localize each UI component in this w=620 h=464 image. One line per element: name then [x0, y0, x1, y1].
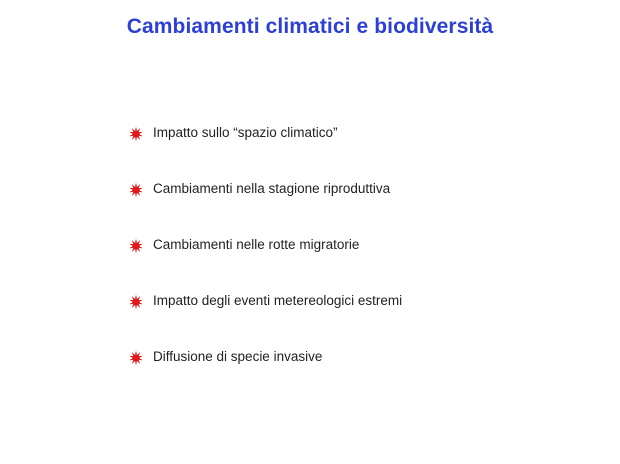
- asterisk-star-icon: [127, 237, 145, 255]
- asterisk-star-icon: [127, 181, 145, 199]
- bullet-text: Impatto degli eventi metereologici estremi: [153, 293, 403, 308]
- bullet-text: Diffusione di specie invasive: [153, 349, 323, 364]
- bullet-text: Cambiamenti nelle rotte migratorie: [153, 237, 360, 252]
- asterisk-star-icon: [127, 349, 145, 367]
- slide-title: Cambiamenti climatici e biodiversità: [126, 15, 494, 38]
- bullet-text: Cambiamenti nella stagione riproduttiva: [153, 181, 391, 196]
- bullet-item: [127, 346, 402, 402]
- asterisk-star-icon: [127, 293, 145, 311]
- bullet-item: [127, 178, 402, 234]
- asterisk-star-icon: [127, 125, 145, 143]
- bullet-item: [127, 122, 402, 178]
- bullet-item: [127, 234, 402, 290]
- bullet-text: Impatto sullo “spazio climatico”: [153, 125, 338, 140]
- bullet-item: [127, 290, 402, 346]
- bullet-list: [127, 122, 402, 402]
